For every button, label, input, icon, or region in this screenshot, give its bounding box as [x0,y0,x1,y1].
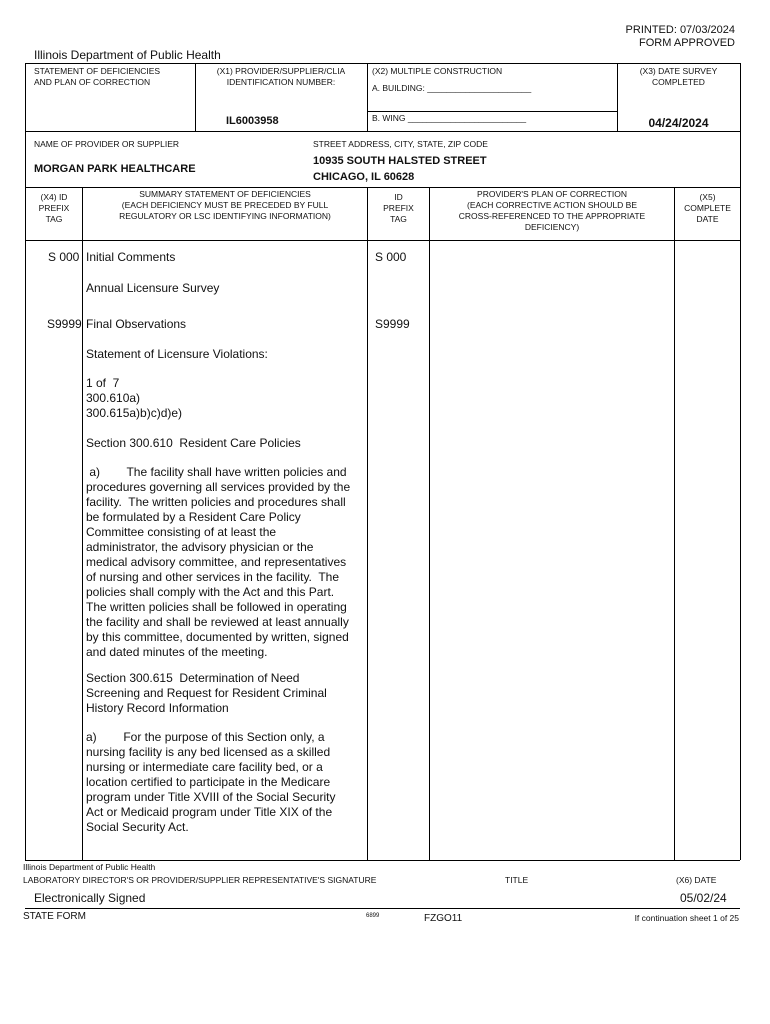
section-615-para-a: a) For the purpose of this Section only, a nursing facility is any bed licensed as a skilled nursing or intermediate care facility bed, or a location certified to participate in the Medicare program under Title XVIII of the Social Security Act or Medicaid program under Title XIX of the Social Security Act. [86,730,336,834]
col-summary-header: SUMMARY STATEMENT OF DEFICIENCIES (EACH DEFICIENCY MUST BE PRECEDED BY FULL REGULATORY OR LSC IDENTIFYING INFORMATION) [119,189,331,221]
statement-label: STATEMENT OF DEFICIENCIES AND PLAN OF CORRECTION [34,66,161,87]
signature-value: Electronically Signed [34,891,146,905]
x1-label: (X1) PROVIDER/SUPPLIER/CLIA IDENTIFICATION NUMBER: [216,66,346,87]
address-line2: CHICAGO, IL 60628 [313,171,415,183]
wing-label: B. WING _________________________ [372,113,527,123]
annual-survey: Annual Licensure Survey [86,281,220,295]
address-line1: 10935 SOUTH HALSTED STREET [313,155,487,167]
printed-date: PRINTED: 07/03/2024 [625,24,735,36]
tag-s9999-right: S9999 [375,317,410,331]
event-code: FZGO11 [424,913,463,924]
col-x4-header: (X4) ID PREFIX TAG [38,192,70,224]
signed-date: 05/02/24 [680,891,727,905]
survey-date: 04/24/2024 [648,116,709,130]
address-label: STREET ADDRESS, CITY, STATE, ZIP CODE [313,139,488,149]
provider-name: MORGAN PARK HEALTHCARE [34,163,196,175]
x3-label: (X3) DATE SURVEY COMPLETED [639,66,718,87]
tag-s000-left: S 000 [48,250,80,264]
state-form-label: STATE FORM [23,911,86,922]
col-plan-header: PROVIDER'S PLAN OF CORRECTION (EACH CORRECTIVE ACTION SHOULD BE CROSS-REFERENCED TO THE APPROPRIATE DEFICIENCY) [458,189,646,232]
footer-agency: Illinois Department of Public Health [23,862,156,872]
initial-comments: Initial Comments [86,250,176,264]
provider-name-label: NAME OF PROVIDER OR SUPPLIER [34,139,179,149]
title-label: TITLE [505,875,529,885]
x2-label: (X2) MULTIPLE CONSTRUCTION [372,66,503,76]
form-number: 6899 [366,913,380,919]
building-label: A. BUILDING: ______________________ [372,83,532,93]
signature-label: LABORATORY DIRECTOR'S OR PROVIDER/SUPPLIER REPRESENTATIVE'S SIGNATURE [23,875,377,885]
col-x5-header: (X5) COMPLETE DATE [684,192,731,224]
tag-s000-right: S 000 [375,250,407,264]
footer-rule [25,908,740,909]
form-approved: FORM APPROVED [639,37,735,49]
final-observations: Final Observations [86,317,187,331]
x6-date-label: (X6) DATE [676,875,717,885]
col-id-prefix-header: ID PREFIX TAG [383,192,414,224]
section-610-title: Section 300.610 Resident Care Policies [86,436,301,450]
tag-s9999-left: S9999 [47,317,82,331]
continuation-sheet: If continuation sheet 1 of 25 [634,913,739,923]
section-615-title: Section 300.615 Determination of Need Screening and Request for Resident Criminal History Record Information [86,671,327,715]
agency-title: Illinois Department of Public Health [34,48,221,62]
section-610-para-a: a) The facility shall have written policies and procedures governing all services provided by the facility. The written policies and procedures shall be formulated by a Resident Care Policy Committee consisting of at least the administrator, the advisory physician or the medical advisory committee, and representatives of nursing and other services in the facility. The policies shall comply with the Act and this Part. The written policies shall be followed in operating the facility and shall be reviewed at least annually by this committee, documented by written, signed and dated minutes of the meeting. [86,465,351,659]
regulation-refs: 1 of 7 300.610a) 300.615a)b)c)d)e) [86,376,183,420]
statement-violations: Statement of Licensure Violations: [86,347,268,361]
provider-id: IL6003958 [226,115,279,127]
